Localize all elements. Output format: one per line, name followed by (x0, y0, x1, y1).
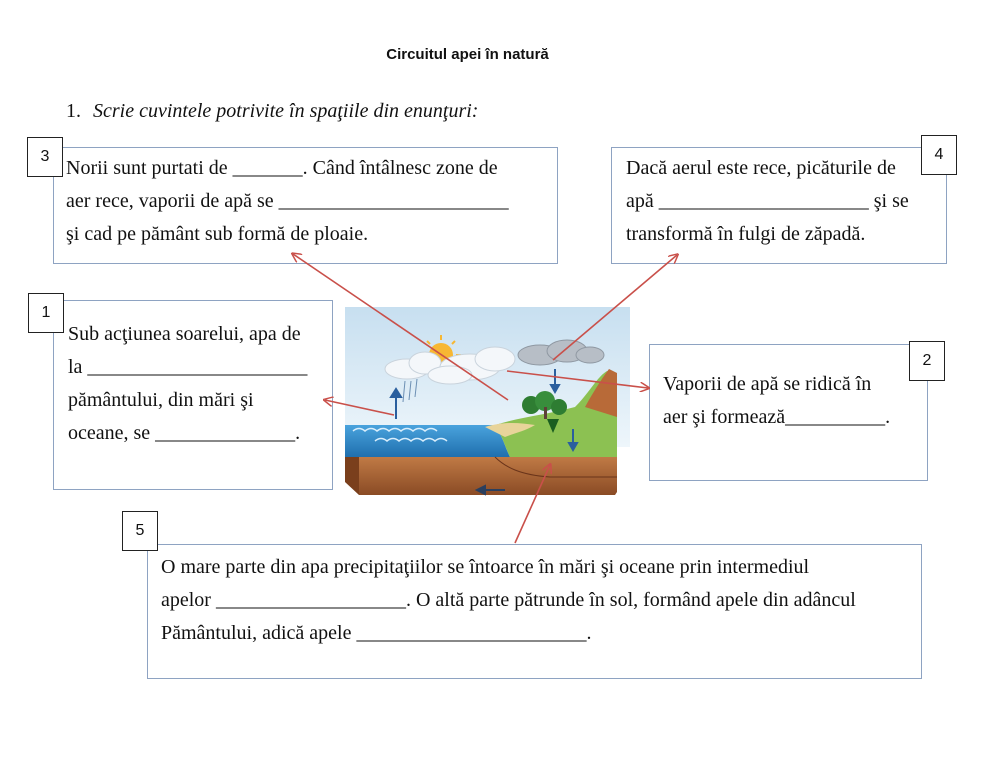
exercise-box-2 (649, 344, 928, 481)
box-number-4: 4 (921, 135, 957, 175)
box-number-5: 5 (122, 511, 158, 551)
box-5-line: apelor ___________________. O altă parte pătrunde în sol, formând apele din adâncul (161, 589, 856, 611)
box-number-2: 2 (909, 341, 945, 381)
exercise-box-3 (53, 147, 558, 264)
box-3-line: Norii sunt purtati de _______. Când întâlnesc zone de (66, 157, 498, 179)
box-1-line: Sub acţiunea soarelui, apa de (68, 323, 301, 345)
box-4-line: transformă în fulgi de zăpadă. (626, 223, 866, 245)
box-3-line: şi cad pe pământ sub formă de ploaie. (66, 223, 369, 245)
soil-side (345, 457, 359, 495)
box-2-line: Vaporii de apă se ridică în (663, 373, 872, 395)
box-1-line: oceane, se ______________. (68, 422, 301, 444)
box-4-line: apă _____________________ şi se (626, 190, 909, 212)
box-number-1: 1 (28, 293, 64, 333)
box-4-line: Dacă aerul este rece, picăturile de (626, 157, 896, 179)
exercise-box-4 (611, 147, 947, 264)
box-number-3: 3 (27, 137, 63, 177)
water-cycle-illustration (345, 307, 630, 512)
box-3-line: aer rece, vaporii de apă se _______________________ (66, 190, 509, 212)
exercise-box-5 (147, 544, 922, 679)
instruction-text: Scrie cuvintele potrivite în spaţiile din enunţuri: (93, 100, 479, 122)
box-5-line: O mare parte din apa precipitaţiilor se întoarce în mări şi oceane prin intermediul (161, 556, 810, 578)
exercise-box-1 (53, 300, 333, 490)
box-1-line: la ______________________ (68, 356, 308, 378)
instruction (66, 100, 478, 123)
page-title: Circuitul apei în natură (386, 46, 549, 63)
box-2-line: aer şi formează__________. (663, 406, 891, 428)
box-5-line: Pământului, adică apele _______________________. (161, 622, 592, 644)
box-1-line: pământului, din mări şi (68, 389, 254, 411)
instruction-number: 1. (66, 100, 81, 122)
